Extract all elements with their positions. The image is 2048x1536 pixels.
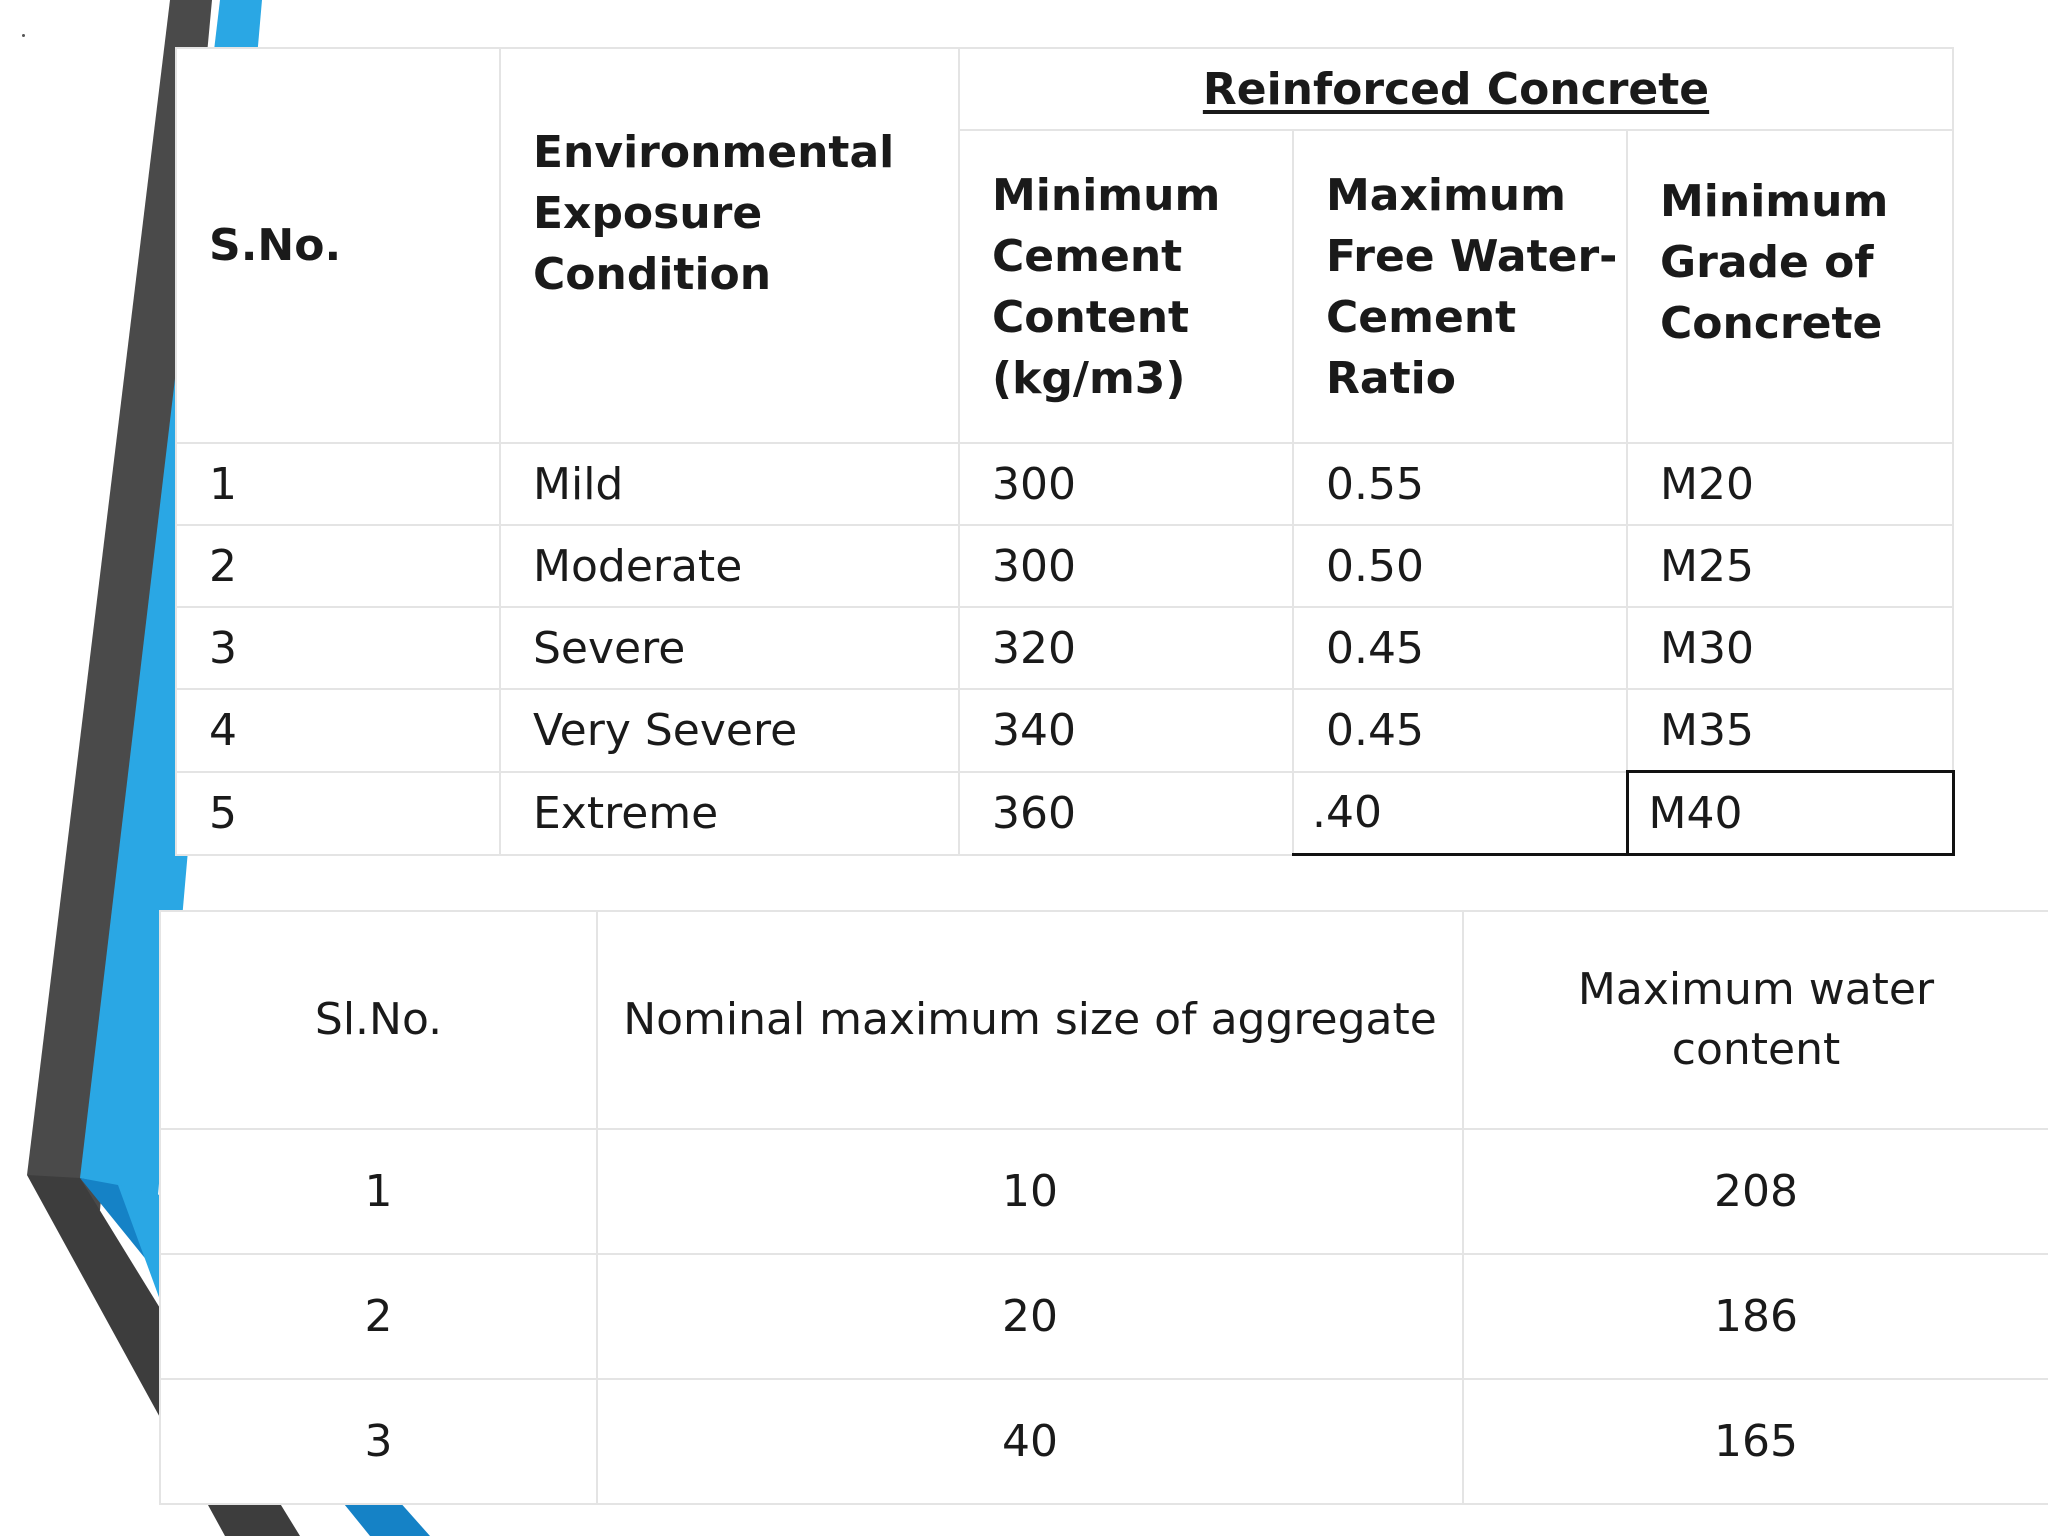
header-min-grade: Minimum Grade of Concrete: [1627, 130, 1953, 443]
cell-grade: M25: [1627, 525, 1953, 607]
header-min-cement: Minimum Cement Content (kg/m3): [959, 130, 1293, 443]
header-aggregate-size: Nominal maximum size of aggregate: [597, 911, 1463, 1129]
cell-exposure: Mild: [500, 443, 959, 525]
cell-exposure: Extreme: [500, 772, 959, 855]
cell-grade: M30: [1627, 607, 1953, 689]
table-row: [176, 443, 1953, 525]
table-row: [160, 1129, 2048, 1254]
header-sno: S.No.: [176, 48, 500, 443]
cell-aggregate-size: 20: [597, 1254, 1463, 1379]
cell-max-water: 208: [1463, 1129, 2048, 1254]
cell-ratio: 0.55: [1293, 443, 1627, 525]
table-row: [176, 772, 1953, 855]
cell-sno: 4: [176, 689, 500, 772]
cell-max-water: 165: [1463, 1379, 2048, 1504]
cell-aggregate-size: 40: [597, 1379, 1463, 1504]
cell-slno: 1: [160, 1129, 597, 1254]
cell-grade: M40: [1627, 772, 1953, 855]
cell-cement: 320: [959, 607, 1293, 689]
cell-slno: 2: [160, 1254, 597, 1379]
cell-grade: M20: [1627, 443, 1953, 525]
cell-ratio: 0.45: [1293, 607, 1627, 689]
header-slno: Sl.No.: [160, 911, 597, 1129]
table-row: [160, 1379, 2048, 1504]
cell-ratio: 0.45: [1293, 689, 1627, 772]
cell-exposure: Severe: [500, 607, 959, 689]
header-max-wc-ratio: Maximum Free Water-Cement Ratio: [1293, 130, 1627, 443]
cell-cement: 300: [959, 443, 1293, 525]
header-reinforced-concrete: Reinforced Concrete: [959, 48, 1953, 130]
cell-ratio: 0.50: [1293, 525, 1627, 607]
cell-slno: 3: [160, 1379, 597, 1504]
reinforced-concrete-table: [175, 47, 1955, 856]
table-row: [160, 1254, 2048, 1379]
cell-grade: M35: [1627, 689, 1953, 772]
cell-sno: 1: [176, 443, 500, 525]
header-max-water: Maximum water content: [1463, 911, 2048, 1129]
table2-header-row: [160, 911, 2048, 1129]
cell-exposure: Very Severe: [500, 689, 959, 772]
cell-cement: 340: [959, 689, 1293, 772]
header-exposure: Environmental Exposure Condition: [500, 48, 959, 443]
cell-sno: 2: [176, 525, 500, 607]
cell-ratio: .40: [1293, 772, 1627, 855]
table-row: [176, 607, 1953, 689]
table-row: [176, 525, 1953, 607]
corner-dot: [22, 34, 25, 37]
cell-exposure: Moderate: [500, 525, 959, 607]
cell-aggregate-size: 10: [597, 1129, 1463, 1254]
cell-cement: 300: [959, 525, 1293, 607]
table-row: [176, 689, 1953, 772]
water-content-table: [159, 910, 2048, 1505]
cell-max-water: 186: [1463, 1254, 2048, 1379]
cell-cement: 360: [959, 772, 1293, 855]
cell-sno: 3: [176, 607, 500, 689]
table1-header-row-1: [176, 48, 1953, 130]
cell-sno: 5: [176, 772, 500, 855]
